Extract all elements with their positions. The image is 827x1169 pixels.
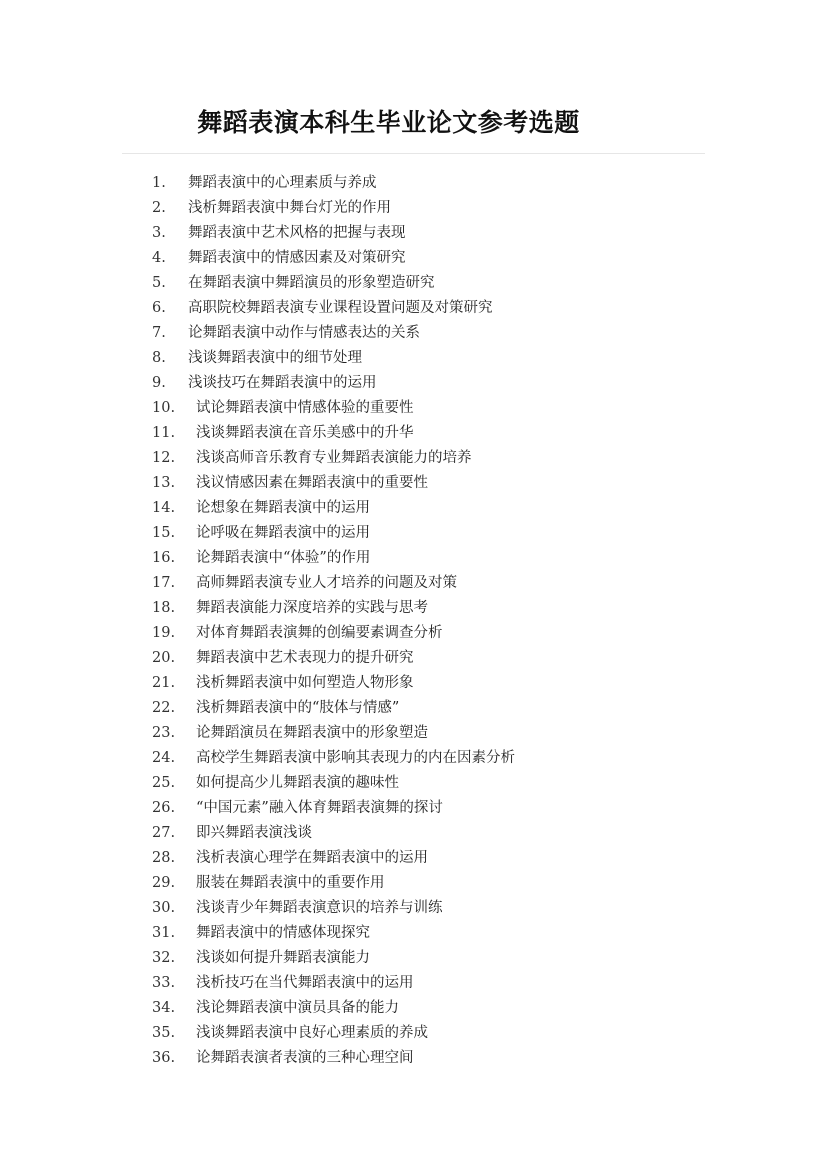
- topic-number: 15.: [152, 525, 176, 541]
- topic-title: 论舞蹈表演者表演的三种心理空间: [196, 1050, 414, 1066]
- topic-title: 如何提高少儿舞蹈表演的趣味性: [196, 775, 399, 791]
- topic-number: 26.: [152, 800, 176, 816]
- topic-title: 舞蹈表演中的心理素质与养成: [188, 175, 377, 191]
- topic-title: 浅谈高师音乐教育专业舞蹈表演能力的培养: [196, 450, 472, 466]
- topic-item: [152, 921, 515, 946]
- topic-title: 浅谈青少年舞蹈表演意识的培养与训练: [196, 900, 443, 916]
- topic-number: 3.: [152, 225, 166, 241]
- topic-number: 27.: [152, 825, 176, 841]
- topic-title: 浅谈技巧在舞蹈表演中的运用: [188, 375, 377, 391]
- topic-title: 浅谈舞蹈表演在音乐美感中的升华: [196, 425, 414, 441]
- topic-number: 6.: [152, 300, 166, 316]
- topic-number: 10.: [152, 400, 176, 416]
- topic-item: [152, 346, 515, 371]
- topic-title: 论舞蹈演员在舞蹈表演中的形象塑造: [196, 725, 428, 741]
- topic-item: [152, 996, 515, 1021]
- topic-number: 19.: [152, 625, 176, 641]
- topic-number: 34.: [152, 1000, 176, 1016]
- topic-number: 20.: [152, 650, 176, 666]
- topic-number: 28.: [152, 850, 176, 866]
- topic-item: [152, 621, 515, 646]
- topic-number: 35.: [152, 1025, 176, 1041]
- topic-item: [152, 271, 515, 296]
- topic-title: 论舞蹈表演中动作与情感表达的关系: [188, 325, 420, 341]
- topic-item: [152, 896, 515, 921]
- topic-item: [152, 646, 515, 671]
- topic-item: [152, 1046, 515, 1071]
- topic-item: [152, 571, 515, 596]
- topic-item: [152, 196, 515, 221]
- topic-item: [152, 871, 515, 896]
- topic-item: [152, 496, 515, 521]
- topic-item: [152, 721, 515, 746]
- topic-title: 舞蹈表演中艺术风格的把握与表现: [188, 225, 406, 241]
- topic-title: 论想象在舞蹈表演中的运用: [196, 500, 370, 516]
- topic-title: 论舞蹈表演中“体验”的作用: [196, 550, 371, 566]
- topic-item: [152, 321, 515, 346]
- topic-number: 23.: [152, 725, 176, 741]
- topic-item: [152, 821, 515, 846]
- topic-item: [152, 471, 515, 496]
- topic-item: [152, 421, 515, 446]
- topic-title: 高职院校舞蹈表演专业课程设置问题及对策研究: [188, 300, 493, 316]
- topic-title: 浅析舞蹈表演中的“肢体与情感”: [196, 700, 400, 716]
- topic-item: [152, 596, 515, 621]
- topic-item: [152, 221, 515, 246]
- topic-item: [152, 971, 515, 996]
- topic-item: [152, 746, 515, 771]
- topic-title: 浅析表演心理学在舞蹈表演中的运用: [196, 850, 428, 866]
- topic-item: [152, 671, 515, 696]
- topic-title: 浅析舞蹈表演中如何塑造人物形象: [196, 675, 414, 691]
- topic-item: [152, 246, 515, 271]
- topic-number: 25.: [152, 775, 176, 791]
- topic-title: 高校学生舞蹈表演中影响其表现力的内在因素分析: [196, 750, 515, 766]
- topic-title: 浅谈舞蹈表演中的细节处理: [188, 350, 362, 366]
- topic-number: 21.: [152, 675, 176, 691]
- topic-title: 对体育舞蹈表演舞的创编要素调查分析: [196, 625, 443, 641]
- topic-title: 舞蹈表演能力深度培养的实践与思考: [196, 600, 428, 616]
- topic-number: 30.: [152, 900, 176, 916]
- topic-item: [152, 946, 515, 971]
- topic-item: [152, 521, 515, 546]
- topic-title: 论呼吸在舞蹈表演中的运用: [196, 525, 370, 541]
- topic-number: 11.: [152, 425, 176, 441]
- topic-item: [152, 846, 515, 871]
- topic-item: [152, 296, 515, 321]
- topic-title: 舞蹈表演中的情感因素及对策研究: [188, 250, 406, 266]
- topic-number: 22.: [152, 700, 176, 716]
- topic-title: 舞蹈表演中艺术表现力的提升研究: [196, 650, 414, 666]
- topic-number: 8.: [152, 350, 166, 366]
- topic-number: 24.: [152, 750, 176, 766]
- topic-number: 12.: [152, 450, 176, 466]
- topic-number: 36.: [152, 1050, 176, 1066]
- topic-number: 7.: [152, 325, 166, 341]
- topic-title: 浅论舞蹈表演中演员具备的能力: [196, 1000, 399, 1016]
- topic-number: 13.: [152, 475, 176, 491]
- topic-title: 服装在舞蹈表演中的重要作用: [196, 875, 385, 891]
- topic-title: 即兴舞蹈表演浅谈: [196, 825, 312, 841]
- topic-number: 14.: [152, 500, 176, 516]
- topic-item: [152, 396, 515, 421]
- topic-number: 1.: [152, 175, 166, 191]
- topic-title: 舞蹈表演中的情感体现探究: [196, 925, 370, 941]
- topic-item: [152, 696, 515, 721]
- topic-number: 4.: [152, 250, 166, 266]
- topic-number: 16.: [152, 550, 176, 566]
- topic-title: 浅析舞蹈表演中舞台灯光的作用: [188, 200, 391, 216]
- topic-item: [152, 371, 515, 396]
- topic-item: [152, 796, 515, 821]
- topic-title: 浅析技巧在当代舞蹈表演中的运用: [196, 975, 414, 991]
- topic-number: 32.: [152, 950, 176, 966]
- title-divider: [122, 153, 705, 154]
- topic-title: “中国元素”融入体育舞蹈表演舞的探讨: [196, 800, 443, 816]
- topic-item: [152, 171, 515, 196]
- topic-title: 在舞蹈表演中舞蹈演员的形象塑造研究: [188, 275, 435, 291]
- topic-number: 31.: [152, 925, 176, 941]
- topic-item: [152, 771, 515, 796]
- topic-number: 9.: [152, 375, 166, 391]
- topic-number: 33.: [152, 975, 176, 991]
- topic-title: 浅谈舞蹈表演中良好心理素质的养成: [196, 1025, 428, 1041]
- topic-number: 5.: [152, 275, 166, 291]
- page-title: 舞蹈表演本科生毕业论文参考选题: [197, 108, 580, 137]
- topic-item: [152, 1021, 515, 1046]
- topic-title: 高师舞蹈表演专业人才培养的问题及对策: [196, 575, 457, 591]
- topic-title: 浅谈如何提升舞蹈表演能力: [196, 950, 370, 966]
- topic-title: 浅议情感因素在舞蹈表演中的重要性: [196, 475, 428, 491]
- topic-number: 18.: [152, 600, 176, 616]
- topic-number: 29.: [152, 875, 176, 891]
- topic-title: 试论舞蹈表演中情感体验的重要性: [196, 400, 414, 416]
- topic-number: 17.: [152, 575, 176, 591]
- topic-item: [152, 546, 515, 571]
- topic-list: [152, 171, 515, 1071]
- topic-number: 2.: [152, 200, 166, 216]
- topic-item: [152, 446, 515, 471]
